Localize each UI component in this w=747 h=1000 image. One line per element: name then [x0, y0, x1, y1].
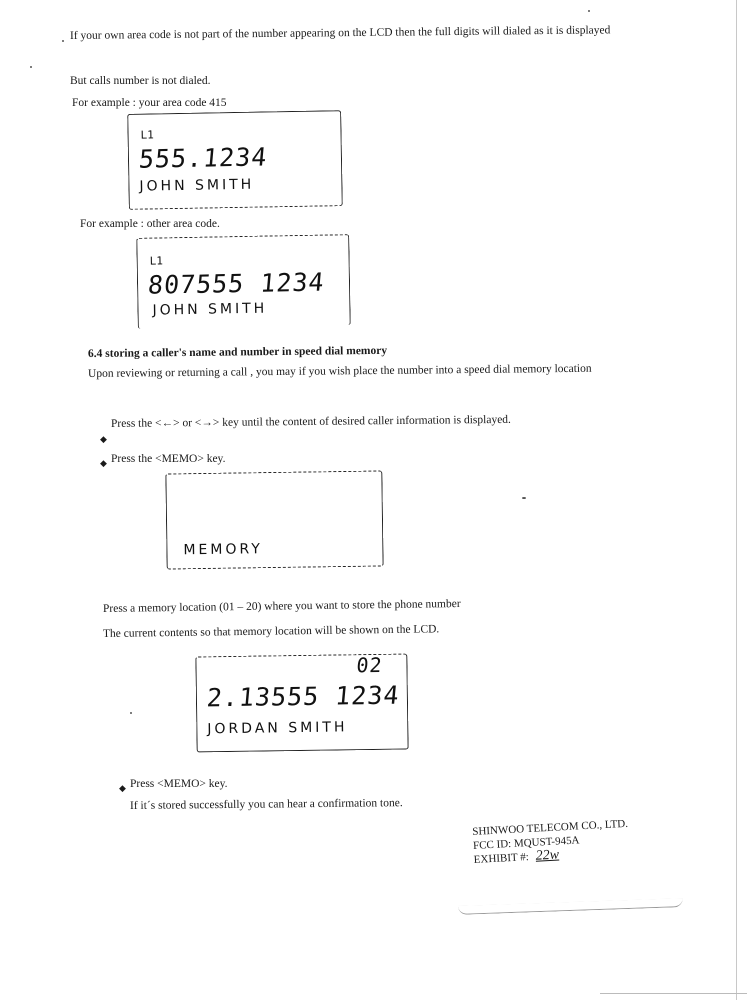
scan-speck [130, 712, 132, 714]
lcd-display-memory-slot [195, 654, 408, 753]
lcd-display-2 [136, 234, 351, 329]
scan-speck [522, 497, 526, 499]
stamp-underline [458, 898, 683, 915]
lcd-caller-name: JOHN SMITH [152, 300, 268, 319]
lcd-caller-name: JOHN SMITH [139, 176, 255, 195]
lcd-number: 2.13555 1234 [205, 680, 401, 713]
intro-paragraph: Upon reviewing or returning a call , you may if you wish place the number into a speed dial memory location [87, 362, 592, 380]
intro-line-2: But calls number is not dialed. [70, 75, 211, 87]
page-edge-right [736, 0, 737, 1000]
instruction-press-memo-again: Press <MEMO> key. [130, 778, 228, 790]
confirmation-note: If it´s stored successfully you can hear a confirmation tone. [129, 797, 403, 812]
page-edge-bottom [600, 993, 747, 994]
lcd-display-memory [165, 470, 383, 569]
example-other-area-code: For example : other area code. [80, 218, 220, 230]
bullet-icon: ◆ [100, 434, 107, 444]
lcd-display-1 [127, 110, 343, 210]
bullet-icon: ◆ [100, 458, 107, 468]
instruction-current-contents: The current contents so that memory location will be shown on the LCD. [102, 623, 440, 640]
section-heading: 6.4 storing a caller's name and number in speed dial memory [87, 344, 388, 360]
lcd-line-indicator: L1 [140, 128, 154, 142]
lcd-number: 555.1234 [137, 142, 269, 174]
example-own-area-code: For example : your area code 415 [72, 97, 227, 109]
lcd-caller-name: JORDAN SMITH [207, 719, 348, 738]
instruction-press-memo: Press the <MEMO> key. [111, 453, 226, 465]
instruction-memory-location: Press a memory location (01 – 20) where you want to store the phone number [102, 598, 461, 615]
lcd-memory-slot: 02 [355, 652, 384, 678]
fcc-id: FCC ID: MQUST-945A [472, 834, 580, 852]
exhibit-number-handwritten: 22w [535, 847, 560, 864]
bullet-icon: ◆ [119, 783, 126, 793]
lcd-number: 807555 1234 [146, 267, 326, 300]
company-name: SHINWOO TELECOM CO., LTD. [472, 817, 629, 838]
scan-speck [62, 40, 64, 42]
scan-speck [588, 10, 590, 12]
intro-line-1: If your own area code is not part of the number appearing on the LCD then the full digits will dialed as it is displayed [69, 24, 611, 42]
lcd-memory-label: MEMORY [183, 541, 263, 559]
instruction-select-caller: Press the <←> or <→> key until the content of desired caller information is displayed. [110, 413, 511, 430]
lcd-line-indicator: L1 [149, 254, 163, 268]
exhibit-label: EXHIBIT #: [473, 851, 530, 866]
scan-speck [30, 66, 32, 68]
